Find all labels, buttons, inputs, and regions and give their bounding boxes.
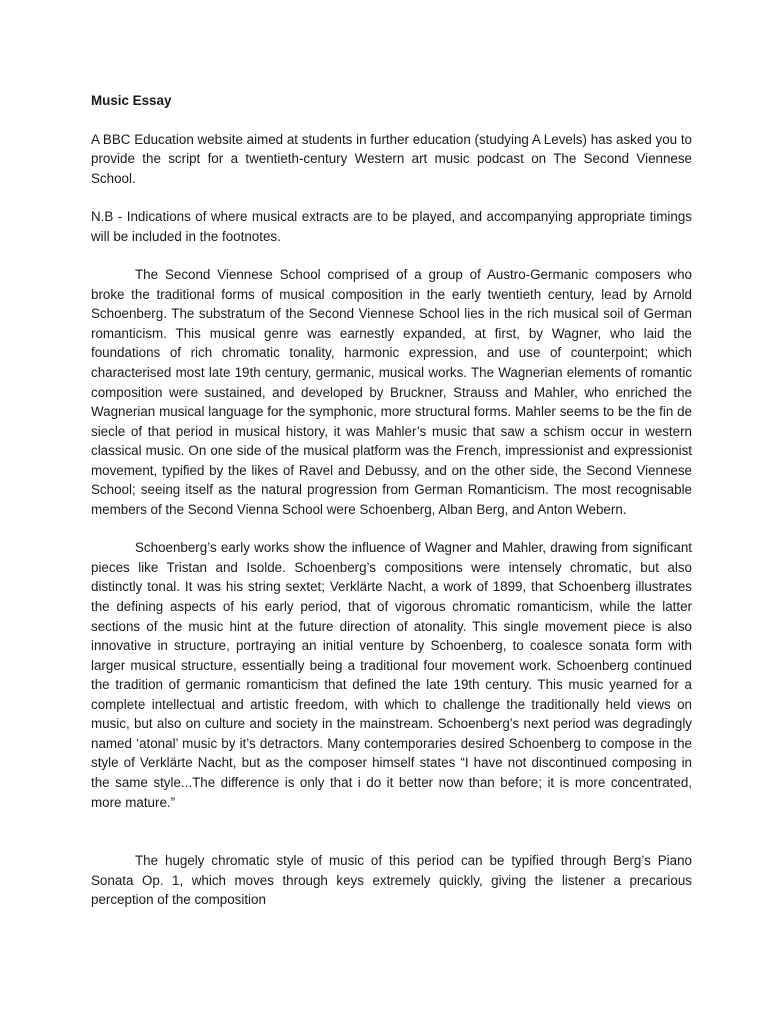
document-title: Music Essay [91,93,172,108]
body-paragraph-2: Schoenberg’s early works show the influence of Wagner and Mahler, drawing from significant pieces like Tristan and Isolde. Schoenberg’s compositions were intensely chromatic, but also distinctly tonal. It was his string sextet; Verklärte Nacht, a work of 1899, that Schoenberg illustrates the defining aspects of his early period, that of vigorous chromatic romanticism, while the latter sections of the music hint at the future direction of atonality. This single movement piece is also innovative in structure, portraying an initial venture by Schoenberg, to coalesce sonata form with larger musical structure, essentially being a traditional four movement work. Schoenberg continued the tradition of germanic romanticism that defined the late 19th century. This music yearned for a complete intellectual and artistic freedom, with which to challenge the traditionally held views on music, but also on culture and society in the mainstream. Schoenberg’s next period was degradingly named ‘atonal’ music by it’s detractors. Many contemporaries desired Schoenberg to compose in the style of Verklärte Nacht, but as the composer himself states “I have not discontinued composing in the same style...The difference is only that i do it better now than before; it is more concentrated, more mature.” [91,540,692,810]
body-paragraph-3: The hugely chromatic style of music of this period can be typified through Berg’s Piano Sonata Op. 1, which moves through keys extremely quickly, giving the listener a precarious perception of the composition [91,853,692,908]
intro-paragraph: A BBC Education website aimed at students in further education (studying A Levels) has asked you to provide the script for a twentieth-century Western art music podcast on The Second Viennese School. [91,131,692,186]
document-page [91,91,692,910]
note-paragraph: N.B - Indications of where musical extracts are to be played, and accompanying appropriate timings will be included in the footnotes. [91,209,692,244]
body-paragraph-1: The Second Viennese School comprised of a group of Austro-Germanic composers who broke the traditional forms of musical composition in the early twentieth century, lead by Arnold Schoenberg. The substratum of the Second Viennese School lies in the rich musical soil of German romanticism. This musical genre was earnestly expanded, at first, by Wagner, who laid the foundations of rich chromatic tonality, harmonic expression, and use of counterpoint; which characterised most late 19th century, germanic, musical works. The Wagnerian elements of romantic composition were sustained, and developed by Bruckner, Strauss and Mahler, who enriched the Wagnerian musical language for the symphonic, more structural forms. Mahler seems to be the fin de siecle of that period in musical history, it was Mahler’s music that saw a schism occur in western classical music. On one side of the musical platform was the French, impressionist and expressionist movement, typified by the likes of Ravel and Debussy, and on the other side, the Second Viennese School; seeing itself as the natural progression from German Romanticism. The most recognisable members of the Second Vienna School were Schoenberg, Alban Berg, and Anton Webern. [91,267,692,517]
